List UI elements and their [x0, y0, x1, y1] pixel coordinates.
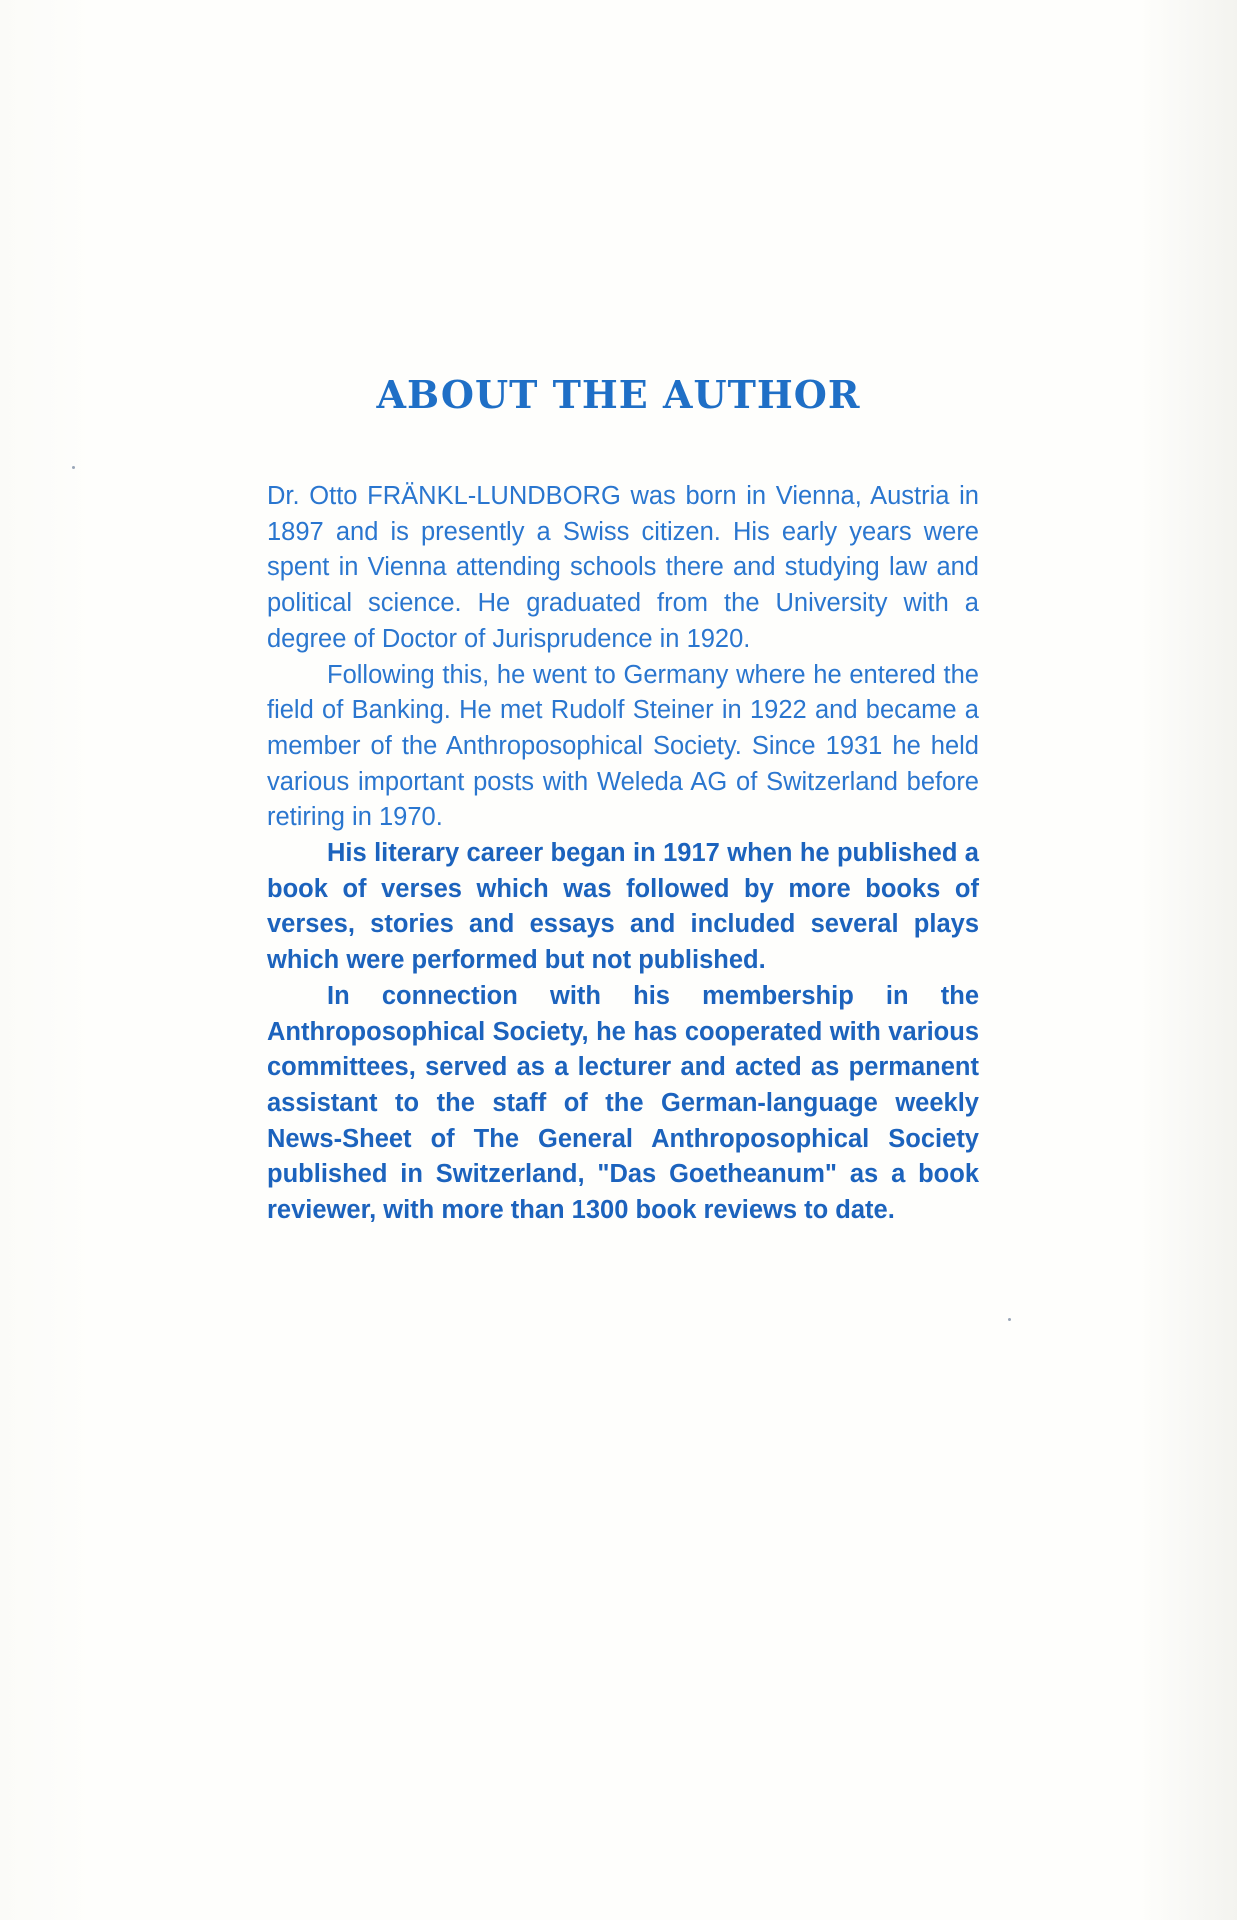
biography-paragraph-3: His literary career began in 1917 when he published a book of verses which was followed by more books of verses, stories and essays and included several plays which were performed but not published. — [267, 839, 979, 975]
biography-paragraph-1: Dr. Otto FRÄNKL-LUNDBORG was born in Vienna, Austria in 1897 and is presently a Swiss citizen. His early years were spent in Vienna attending schools there and studying law and political science. He graduated from the University with a degree of Doctor of Jurisprudence in 1920. — [267, 482, 979, 653]
biography-paragraph-4: In connection with his membership in the Anthroposophical Society, he has cooperated with various committees, served as a lecturer and acted as permanent assistant to the staff of the German-language weekly News-Sheet of The General Anthroposophical Society published in Switzerland, "Das Goetheanum" as a book reviewer, with more than 1300 book reviews to date. — [267, 981, 979, 1225]
biography-paragraph-2: Following this, he went to Germany where he entered the field of Banking. He met Rudolf Steiner in 1922 and became a member of the Anthroposophical Society. Since 1931 he held various important posts with Weleda AG of Switzerland before retiring in 1970. — [267, 660, 979, 832]
author-biography — [267, 479, 979, 1229]
paper-speck — [1008, 1318, 1011, 1321]
page-title: ABOUT THE AUTHOR — [376, 372, 861, 417]
paper-speck — [72, 466, 75, 469]
